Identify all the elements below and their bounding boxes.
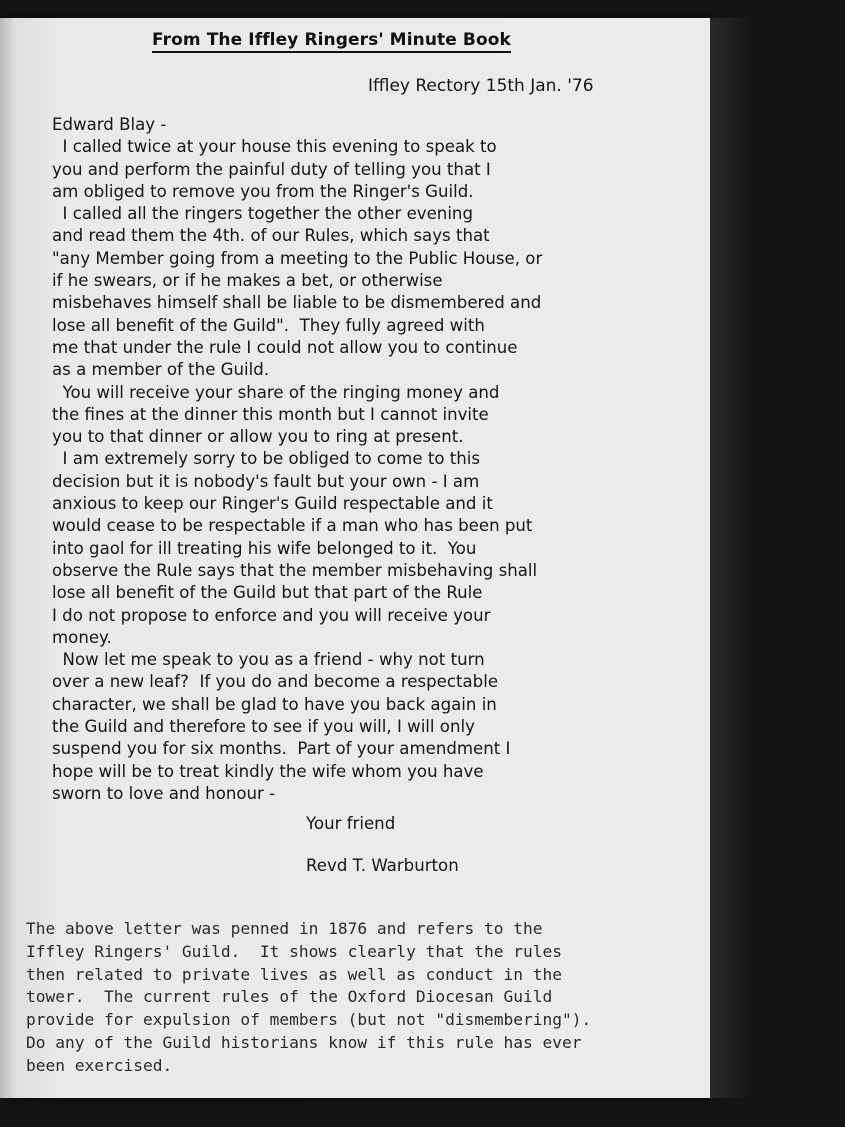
letter-line: I called all the ringers together the other evening — [52, 204, 473, 224]
letter-line: and read them the 4th. of our Rules, which says that — [52, 226, 490, 246]
letter-body — [52, 114, 692, 805]
letter-line: character, we shall be glad to have you back again in — [52, 694, 497, 714]
page-sheet — [0, 18, 710, 1098]
note-line: The above letter was penned in 1876 and refers to the — [26, 919, 543, 938]
letter-line: am obliged to remove you from the Ringer's Guild. — [52, 181, 474, 201]
letter-line: the fines at the dinner this month but I cannot invite — [52, 404, 489, 424]
page-title: From The Iffley Ringers' Minute Book — [152, 30, 511, 53]
letter-line: you to that dinner or allow you to ring at present. — [52, 427, 464, 447]
letter-line: sworn to love and honour - — [52, 783, 276, 803]
letter-line: "any Member going from a meeting to the Public House, or — [52, 248, 543, 268]
letter-line: You will receive your share of the ringing money and — [52, 382, 500, 402]
letter-line: misbehaves himself shall be liable to be dismembered and — [52, 293, 542, 313]
letter-dateline: Iffley Rectory 15th Jan. '76 — [368, 76, 594, 96]
note-line: then related to private lives as well as conduct in the — [26, 964, 563, 984]
note-line: tower. The current rules of the Oxford Diocesan Guild — [26, 987, 553, 1007]
letter-line: Edward Blay - — [52, 115, 167, 134]
letter-line: I called twice at your house this evening to speak to — [52, 137, 497, 157]
letter-line: suspend you for six months. Part of your amendment I — [52, 739, 511, 759]
letter-line: observe the Rule says that the member misbehaving shall — [52, 560, 538, 580]
letter-line: decision but it is nobody's fault but your own - I am — [52, 471, 480, 491]
letter-line: over a new leaf? If you do and become a respectable — [52, 672, 499, 692]
letter-line: Now let me speak to you as a friend - why not turn — [52, 650, 485, 670]
letter-signature: Revd T. Warburton — [306, 856, 459, 875]
letter-line: me that under the rule I could not allow you to continue — [52, 337, 518, 357]
note-line: Do any of the Guild historians know if this rule has ever — [26, 1032, 582, 1052]
note-line: provide for expulsion of members (but not "dismembering"). — [26, 1010, 592, 1030]
letter-line: as a member of the Guild. — [52, 360, 270, 380]
letter-closing: Your friend — [306, 814, 396, 833]
letter-line: you and perform the painful duty of telling you that I — [52, 159, 491, 179]
letter-line: lose all benefit of the Guild but that part of the Rule — [52, 583, 483, 603]
note-line: Iffley Ringers' Guild. It shows clearly that the rules — [26, 941, 563, 961]
letter-line: anxious to keep our Ringer's Guild respectable and it — [52, 494, 493, 514]
letter-line: lose all benefit of the Guild". They fully agreed with — [52, 315, 485, 335]
letter-line: I am extremely sorry to be obliged to come to this — [52, 449, 481, 469]
letter-line: hope will be to treat kindly the wife whom you have — [52, 761, 484, 781]
letter-line: would cease to be respectable if a man who has been put — [52, 516, 533, 536]
editor-note — [26, 918, 686, 1078]
letter-line: I do not propose to enforce and you will receive your — [52, 605, 491, 625]
note-line: been exercised. — [26, 1055, 173, 1075]
letter-line: money. — [52, 627, 112, 647]
letter-line: if he swears, or if he makes a bet, or otherwise — [52, 271, 443, 291]
letter-line: into gaol for ill treating his wife belonged to it. You — [52, 538, 477, 558]
letter-line: the Guild and therefore to see if you will, I will only — [52, 717, 475, 737]
